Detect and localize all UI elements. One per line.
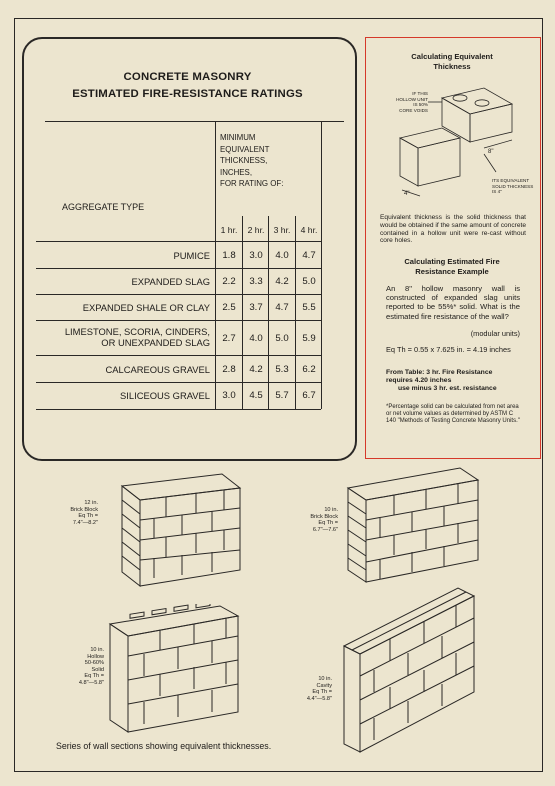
table-title-line1: CONCRETE MASONRY (123, 71, 252, 83)
wall-label-line: Eq Th = (78, 513, 98, 520)
table-cell: 4.2 (249, 364, 263, 375)
footnote: *Percentage solid can be calculated from net area or net volume values as determined by ASTM C 140 "Methods of Testing Concrete Masonry Units." (386, 404, 520, 425)
diagram-note-line: IS 50% (413, 102, 428, 108)
diagram-note-line: ITS EQUIVALENT (492, 178, 530, 183)
wall-label-line: 10 in. (324, 507, 338, 513)
column-header-2hr: 2 hr. (247, 225, 265, 235)
table-top-rule (45, 121, 344, 122)
wall-10in-hollow-illustration (100, 604, 250, 736)
wall-10in-brick-block-illustration (334, 462, 498, 586)
wall-label-line: 4.8"—5.8" (78, 679, 104, 686)
table-cell: 3.0 (222, 390, 236, 401)
table-cell: 4.0 (249, 333, 263, 344)
aggregate-type-header: AGGREGATE TYPE (62, 202, 145, 212)
table-cell: 5.9 (302, 333, 316, 344)
wall-label-10in-hollow (54, 647, 104, 687)
rating-header-block (220, 132, 283, 190)
example-question: An 8" hollow masonry wall is constructed of expanded slag units reported to be 55%* solid. What is the estimated fire resistance of the wall? (386, 284, 520, 321)
row-rule (36, 320, 321, 321)
sidebar-title-line: Calculating Equivalent (411, 52, 493, 61)
diagram-note-line: CORE VOIDS (399, 107, 428, 113)
table-cell: 5.5 (302, 302, 316, 313)
row-label-pumice: PUMICE (173, 250, 210, 261)
table-cell: 4.2 (275, 276, 289, 287)
table-title-line2: ESTIMATED FIRE-RESISTANCE RATINGS (72, 88, 303, 100)
table-cell: 4.7 (275, 302, 289, 313)
row-rule (36, 382, 321, 383)
wall-10in-cavity-illustration (338, 584, 498, 754)
wall-label-line: Solid (91, 666, 104, 673)
row-label-expanded-shale: EXPANDED SHALE OR CLAY (82, 302, 210, 313)
table-cell: 2.7 (222, 333, 236, 344)
header-line: FOR RATING OF: (220, 179, 284, 189)
table-cell: 4.7 (302, 250, 316, 261)
row-label-siliceous: SILICEOUS GRAVEL (120, 390, 210, 401)
from-table-line: requires 4.20 inches (386, 376, 452, 384)
table-cell: 5.0 (275, 333, 289, 344)
wall-label-line: Eq Th = (312, 689, 332, 696)
sidebar-title (365, 52, 539, 72)
table-cell: 6.7 (302, 390, 316, 401)
table-cell: 3.0 (249, 250, 263, 261)
wall-label-12in-brick-block (48, 500, 98, 526)
header-line: EQUIVALENT (220, 144, 270, 154)
header-line: MINIMUM (220, 133, 256, 142)
wall-label-line: Cavity (316, 682, 332, 689)
row-label-line: LIMESTONE, SCORIA, CINDERS, (64, 326, 210, 337)
from-table-note (386, 369, 520, 392)
row-rule (36, 355, 321, 356)
diagram-dim-4in: 4" (404, 191, 410, 197)
wall-label-line: 10 in. (318, 676, 332, 682)
column-header-1hr: 1 hr. (220, 225, 238, 235)
wall-label-line: Brick Block (70, 506, 98, 513)
table-cell: 3.7 (249, 302, 263, 313)
diagram-note-solid (492, 178, 533, 195)
diagram-note-hollow (388, 91, 428, 113)
modular-units-note: (modular units) (470, 329, 520, 338)
wall-label-line: Hollow (87, 653, 104, 660)
wall-label-line: 6.7"—7.6" (312, 526, 338, 533)
wall-12in-brick-block-illustration (96, 466, 246, 590)
table-cell: 5.7 (275, 390, 289, 401)
column-header-3hr: 3 hr. (273, 225, 291, 235)
row-label-expanded-slag: EXPANDED SLAG (131, 276, 210, 287)
example-title (365, 257, 539, 277)
table-cell: 4.5 (249, 390, 263, 401)
diagram-dim-8in: 8" (488, 149, 494, 155)
table-cell: 4.0 (275, 250, 289, 261)
wall-label-line: Eq Th = (84, 673, 104, 680)
wall-label-line: Eq Th = (318, 520, 338, 527)
wall-label-10in-brick-block (288, 507, 338, 533)
table-cell: 2.2 (222, 276, 236, 287)
row-label-calcareous: CALCAREOUS GRAVEL (105, 364, 210, 375)
from-table-line: use minus 3 hr. est. resistance (398, 384, 497, 392)
equivalent-thickness-definition: Equivalent thickness is the solid thickness that would be obtained if the same amount of concrete contained in a hollow unit were re-cast without core holes. (380, 214, 526, 245)
wall-label-10in-cavity (288, 676, 332, 702)
row-rule (36, 294, 321, 295)
example-title-line: Calculating Estimated Fire (404, 257, 500, 266)
figure-caption: Series of wall sections showing equivalent thicknesses. (56, 741, 272, 751)
example-title-line: Resistance Example (415, 267, 489, 276)
wall-label-line: 12 in. (84, 500, 98, 506)
wall-label-line: 10 in. (90, 647, 104, 653)
wall-label-line: 7.4"—8.2" (72, 519, 98, 526)
equation: Eq Th = 0.55 x 7.625 in. = 4.19 inches (386, 345, 511, 354)
table-cell: 1.8 (222, 250, 236, 261)
table-cell: 2.8 (222, 364, 236, 375)
table-cell: 3.3 (249, 276, 263, 287)
table-cell: 5.3 (275, 364, 289, 375)
wall-label-line: 4.4"—5.8" (306, 695, 332, 702)
diagram-note-line: IF THIS (412, 91, 428, 96)
diagram-note-line: IS 4" (492, 189, 502, 195)
wall-label-line: 50-60% (84, 660, 104, 667)
diagram-note-line: HOLLOW UNIT (396, 96, 428, 102)
column-header-4hr: 4 hr. (300, 225, 318, 235)
row-label-line: OR UNEXPANDED SLAG (101, 337, 210, 348)
table-cell: 2.5 (222, 302, 236, 313)
table-cell: 6.2 (302, 364, 316, 375)
header-line: THICKNESS, (220, 156, 268, 166)
diagram-note-line: SOLID THICKNESS (492, 183, 534, 189)
wall-label-line: Brick Block (310, 513, 338, 520)
sidebar-title-line: Thickness (433, 62, 471, 71)
row-rule (36, 409, 321, 410)
header-line: INCHES, (220, 167, 253, 177)
row-rule (36, 241, 321, 242)
row-rule (36, 268, 321, 269)
from-table-line: From Table: 3 hr. Fire Resistance (386, 369, 493, 376)
row-label-limestone (65, 326, 210, 348)
table-cell: 5.0 (302, 276, 316, 287)
